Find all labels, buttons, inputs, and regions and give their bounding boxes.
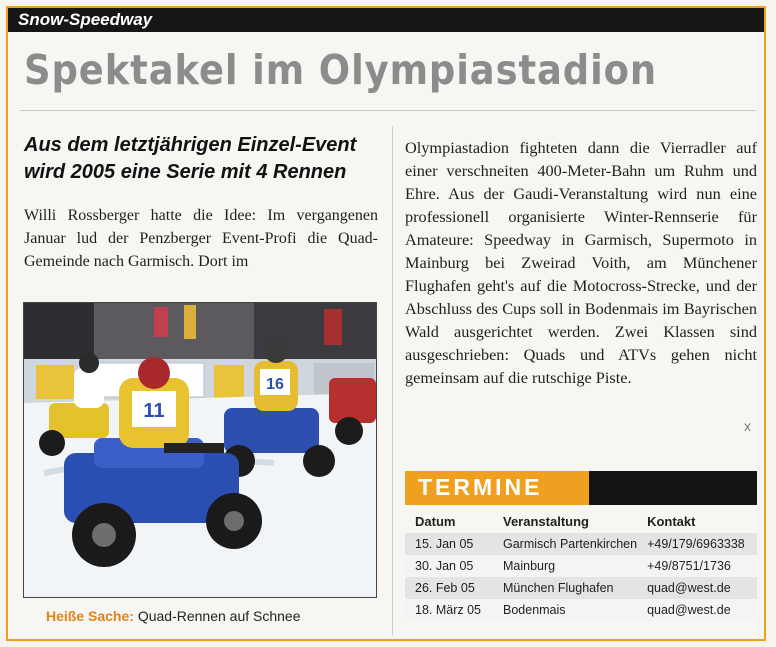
row-date: 15. Jan 05 xyxy=(405,533,493,555)
caption-lead: Heiße Sache: xyxy=(46,608,134,624)
row-date: 18. März 05 xyxy=(405,599,493,621)
column-divider xyxy=(392,126,393,636)
row-contact: +49/179/6963338 xyxy=(637,533,757,555)
headline: Spektakel im Olympiastadion xyxy=(24,46,658,94)
column-header-date: Datum xyxy=(415,513,456,529)
subhead: Aus dem letztjährigen Einzel-Event wird 2005 eine Serie mit 4 Rennen xyxy=(24,134,357,183)
body-paragraph: Olympiastadion fighteten dann die Vierradler auf einer verschneiten 400-Meter-Bahn um Ruhm und Ehre. Aus der Gaudi-Veranstaltung wird nun eine professionell organisierte Winter-Rennserie für Amateure: Speedway in Garmisch, Supermoto in Mainburg bei Zweirad Voith, am Münchener Flughafen geht's auf die Motocross-Strecke, und der Abschluss des Cups soll in Bodenmais im Bayrischen Wald ausgerichtet werden. Zwei Klassen sind ausgeschrieben: Quads und ATVs gehen nicht gemeinsam auf die rutschige Piste. xyxy=(405,138,757,387)
row-event: Mainburg xyxy=(493,555,637,577)
row-event: Bodenmais xyxy=(493,599,637,621)
headline-rule xyxy=(20,110,756,111)
race-photo-illustration xyxy=(24,303,376,597)
bib-left: 11 xyxy=(143,400,165,422)
row-event: München Flughafen xyxy=(493,577,637,599)
photo-caption xyxy=(46,608,301,624)
column-header-contact: Kontakt xyxy=(647,513,696,529)
row-date: 30. Jan 05 xyxy=(405,555,493,577)
schedule-header-row xyxy=(405,509,757,533)
schedule-header xyxy=(405,471,757,505)
schedule-title: TERMINE xyxy=(418,474,543,500)
section-bar xyxy=(8,8,764,32)
schedule-box xyxy=(405,471,757,629)
bib-right: 16 xyxy=(266,376,284,393)
column-header-event: Veranstaltung xyxy=(503,513,589,529)
row-contact: quad@west.de xyxy=(637,599,757,621)
intro-paragraph: Willi Rossberger hatte die Idee: Im vergangenen Januar lud der Penzberger Event-Profi die Quad-Gemeinde nach Garmisch. Dort im xyxy=(24,207,378,270)
caption-text: Quad-Rennen auf Schnee xyxy=(133,608,301,624)
section-label: Snow-Speedway xyxy=(18,10,153,29)
row-event: Garmisch Partenkirchen xyxy=(493,533,637,555)
page-frame xyxy=(6,6,766,641)
race-photo xyxy=(23,302,377,598)
table-row xyxy=(405,577,757,599)
end-mark: x xyxy=(744,418,751,434)
table-row xyxy=(405,555,757,577)
table-row xyxy=(405,533,757,555)
row-contact: quad@west.de xyxy=(637,577,757,599)
row-contact: +49/8751/1736 xyxy=(637,555,757,577)
table-row xyxy=(405,599,757,621)
row-date: 26. Feb 05 xyxy=(405,577,493,599)
schedule-table xyxy=(405,509,757,621)
